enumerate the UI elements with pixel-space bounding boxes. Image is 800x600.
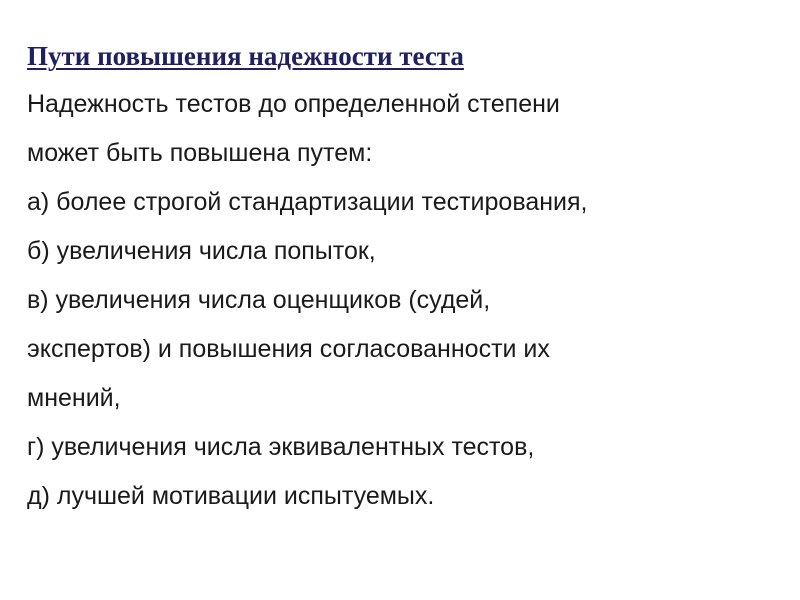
- slide-content: [27, 40, 787, 521]
- list-item-v-line-2: экспертов) и повышения согласованности их: [27, 335, 550, 363]
- list-item-v-line-3: мнений,: [27, 384, 121, 412]
- intro-line-1: Надежность тестов до определенной степени: [27, 90, 560, 118]
- list-item-b: б) увеличения числа попыток,: [27, 237, 376, 265]
- list-item-a: а) более строгой стандартизации тестирования,: [27, 188, 588, 216]
- list-item-d: д) лучшей мотивации испытуемых.: [27, 482, 435, 510]
- slide-title: Пути повышения надежности теста: [27, 41, 464, 71]
- list-item-g: г) увеличения числа эквивалентных тестов,: [27, 433, 535, 461]
- list-item-v-line-1: в) увеличения числа оценщиков (судей,: [27, 286, 491, 314]
- intro-line-2: может быть повышена путем:: [27, 139, 373, 167]
